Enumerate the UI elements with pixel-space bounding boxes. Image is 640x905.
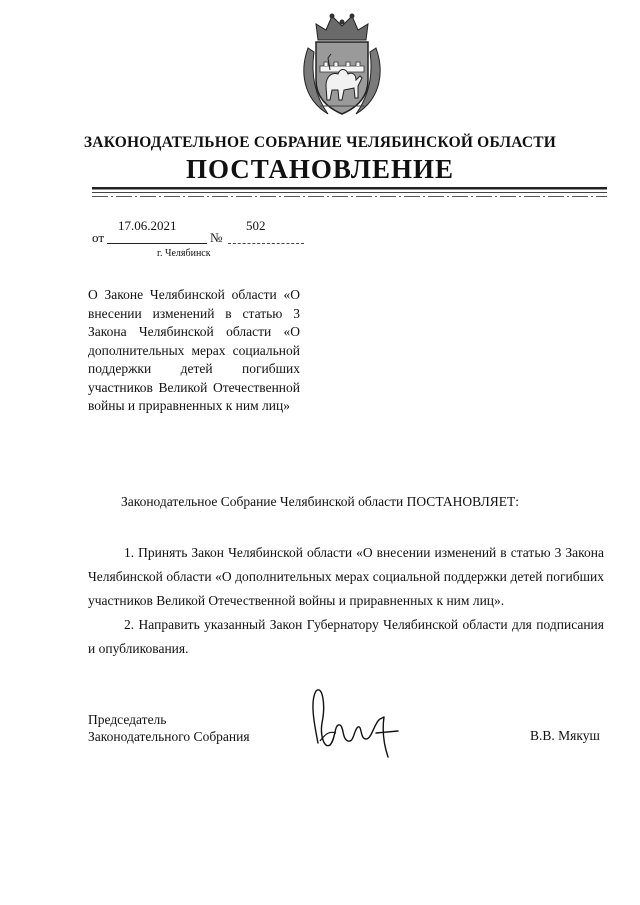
document-subject: О Законе Челябинской области «О внесении изменений в статью 3 Закона Челябинской области «О дополнительных мерах социальной поддержки детей погибших участников Великой Отечественной войны и приравненных к ним лиц» <box>88 287 300 413</box>
number-label: № <box>210 230 223 245</box>
resolve-statement: Законодательное Собрание Челябинской области ПОСТАНОВЛЯЕТ: <box>120 494 520 509</box>
header-divider <box>92 187 607 201</box>
coat-of-arms-icon <box>298 10 386 122</box>
organization-title: ЗАКОНОДАТЕЛЬНОЕ СОБРАНИЕ ЧЕЛЯБИНСКОЙ ОБЛАСТИ <box>83 134 557 151</box>
signer-position-line: Председатель <box>88 712 167 727</box>
resolution-item: 2. Направить указанный Закон Губернатору Челябинской области для подписания и опубликования. <box>88 617 604 656</box>
document-date: 17.06.2021 <box>118 218 177 233</box>
signer-position-line: Законодательного Собрания <box>88 729 250 744</box>
city-label: г. Челябинск <box>157 248 211 259</box>
number-underline <box>228 243 304 244</box>
date-underline <box>107 243 207 244</box>
signer-name: В.В. Мякуш <box>530 728 600 743</box>
handwritten-signature <box>300 683 410 763</box>
document-type-title: ПОСТАНОВЛЕНИЕ <box>185 154 455 184</box>
date-label: от <box>92 230 105 245</box>
resolution-items <box>88 541 604 661</box>
resolution-item: 1. Принять Закон Челябинской области «О внесении изменений в статью 3 Закона Челябинской области «О дополнительных мерах социальной поддержки детей погибших участников Великой Отечественной войны и приравненных к ним лиц». <box>88 545 604 608</box>
document-number: 502 <box>246 218 266 233</box>
signer-position <box>88 711 250 745</box>
